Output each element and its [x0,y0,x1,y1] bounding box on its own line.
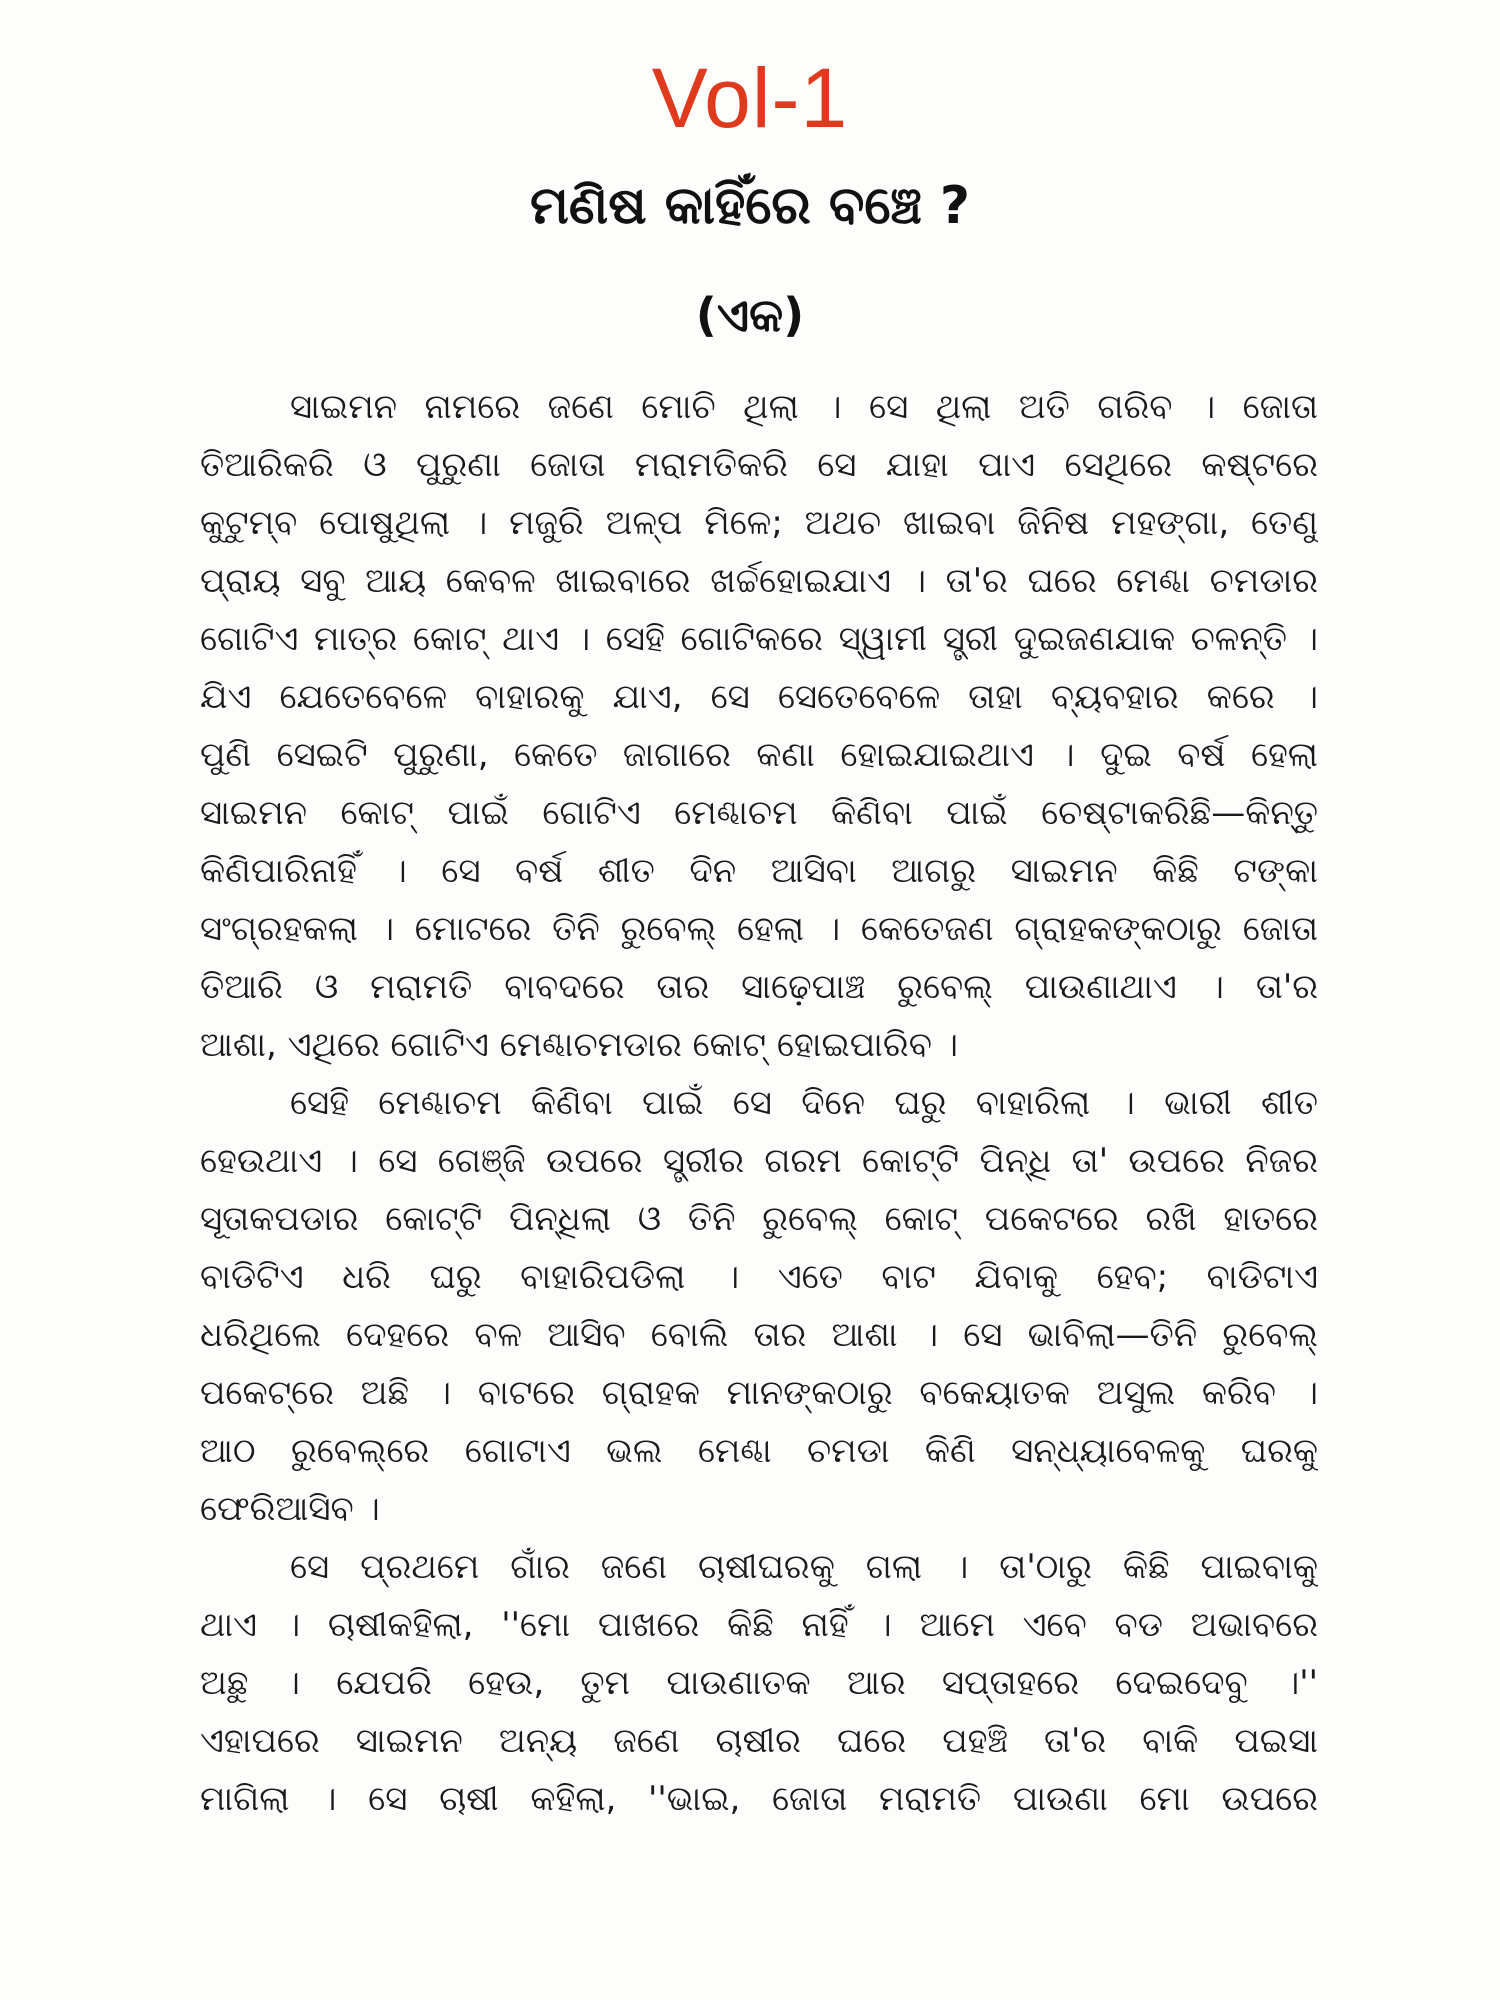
chapter-title: ମଣିଷ କାହିଁରେ ବଞ୍ଚେ ? [530,176,970,236]
text-line: ପୁଣି ସେଇଟି ପୁରୁଣା, କେତେ ଜାଗାରେ କଣା ହୋଇଯାଇଥାଏ । ଦୁଇ ବର୍ଷ ହେଲା [200,735,1318,775]
text-line: ସେହି ମେଣ୍ଢାଚମ କିଣିବା ପାଇଁ ସେ ଦିନେ ଘରୁ ବାହାରିଲା । ଭାରୀ ଶୀତ [290,1083,1318,1123]
text-line: ତିଆରିକରି ଓ ପୁରୁଣା ଜୋତା ମରାମତିକରି ସେ ଯାହା ପାଏ ସେଥିରେ କଷ୍ଟରେ [200,445,1318,485]
volume-label: Vol-1 [651,51,849,145]
text-line: ଯିଏ ଯେତେବେଳେ ବାହାରକୁ ଯାଏ, ସେ ସେତେବେଳେ ତାହା ବ୍ୟବହାର କରେ । [200,677,1318,717]
text-line: ସୂତାକପଡାର କୋଟ୍‌ଟି ପିନ୍ଧିଲା ଓ ତିନି ରୁବେଲ୍ କୋଟ୍ ପକେଟରେ ରଖି ହାତରେ [200,1199,1318,1239]
text-line: ଆଠ ରୁବେଲ୍‌ରେ ଗୋଟାଏ ଭଲ ମେଣ୍ଢା ଚମଡା କିଣି ସନ୍ଧ୍ୟାବେଳକୁ ଘରକୁ [200,1431,1318,1471]
text-line: ହେଉଥାଏ । ସେ ଗେଞ୍ଜି ଉପରେ ସ୍ତ୍ରୀର ଗରମ କୋଟ୍‌ଟି ପିନ୍ଧି ତା' ଉପରେ ନିଜର [200,1141,1318,1181]
text-line: ସାଇମନ କୋଟ୍ ପାଇଁ ଗୋଟିଏ ମେଣ୍ଢାଚମ କିଣିବା ପାଇଁ ଚେଷ୍ଟାକରିଛି—କିନ୍ତୁ [200,793,1318,833]
text-line: ମାଗିଲା । ସେ ଚାଷୀ କହିଲା, ''ଭାଇ, ଜୋତା ମରାମତି ପାଉଣା ମୋ ଉପରେ [200,1779,1318,1819]
text-line: ଆଶା, ଏଥିରେ ଗୋଟିଏ ମେଣ୍ଢାଚମଡାର କୋଟ୍ ହୋଇପାରିବ । [200,1025,958,1065]
text-line: ଧରିଥିଲେ ଦେହରେ ବଳ ଆସିବ ବୋଲି ତାର ଆଶା । ସେ ଭାବିଲା—ତିନି ରୁବେଲ୍ [200,1315,1318,1355]
text-line: ସଂଗ୍ରହକଲା । ମୋଟରେ ତିନି ରୁବେଲ୍ ହେଲା । କେତେଜଣ ଗ୍ରାହକଙ୍କଠାରୁ ଜୋତା [200,909,1318,949]
text-line: ପ୍ରାୟ ସବୁ ଆୟ କେବଳ ଖାଇବାରେ ଖର୍ଚ୍ଚହୋଇଯାଏ । ତା'ର ଘରେ ମେଣ୍ଢା ଚମଡାର [200,561,1318,601]
text-line: ଅଛୁ । ଯେପରି ହେଉ, ତୁମ ପାଉଣାତକ ଆର ସପ୍ତାହରେ ଦେଇଦେବୁ ।'' [200,1663,1318,1703]
text-line: କିଣିପାରିନାହିଁ । ସେ ବର୍ଷ ଶୀତ ଦିନ ଆସିବା ଆଗରୁ ସାଇମନ କିଛି ଟଙ୍କା [200,851,1318,891]
section-number: (ଏକ) [695,288,805,342]
text-line: ଗୋଟିଏ ମାତ୍ର କୋଟ୍ ଥାଏ । ସେହି ଗୋଟିକରେ ସ୍ୱାମୀ ସ୍ତ୍ରୀ ଦୁଇଜଣଯାକ ଚଳନ୍ତି । [200,619,1318,659]
text-line: କୁଟୁମ୍ବ ପୋଷୁଥିଲା । ମଜୁରି ଅଳ୍ପ ମିଳେ; ଅଥଚ ଖାଇବା ଜିନିଷ ମହଙ୍ଗା, ତେଣୁ [200,503,1318,543]
text-line: ପକେଟ୍‌ରେ ଅଛି । ବାଟରେ ଗ୍ରାହକ ମାନଙ୍କଠାରୁ ବକେୟାତକ ଅସୁଲ କରିବ । [200,1373,1318,1413]
text-line: ତିଆରି ଓ ମରାମତି ବାବଦରେ ତାର ସାଢ଼େପାଞ୍ଚ ରୁବେଲ୍ ପାଉଣାଥାଏ । ତା'ର [200,967,1318,1007]
story-body [200,378,1318,1828]
text-line: ବାଡିଟିଏ ଧରି ଘରୁ ବାହାରିପଡିଲା । ଏତେ ବାଟ ଯିବାକୁ ହେବ; ବାଡିଟାଏ [200,1257,1318,1297]
text-line: ସାଇମନ ନାମରେ ଜଣେ ମୋଚି ଥିଲା । ସେ ଥିଲା ଅତି ଗରିବ । ଜୋତା [290,387,1318,427]
text-line: ସେ ପ୍ରଥମେ ଗାଁର ଜଣେ ଚାଷୀଘରକୁ ଗଲା । ତା'ଠାରୁ କିଛି ପାଇବାକୁ [290,1547,1318,1587]
text-line: ଥାଏ । ଚାଷୀକହିଲା, ''ମୋ ପାଖରେ କିଛି ନାହିଁ । ଆମେ ଏବେ ବଡ ଅଭାବରେ [200,1605,1318,1645]
text-line: ଫେରିଆସିବ । [200,1489,380,1529]
text-line: ଏହାପରେ ସାଇମନ ଅନ୍ୟ ଜଣେ ଚାଷୀର ଘରେ ପହଞ୍ଚି ତା'ର ବାକି ପଇସା [200,1721,1318,1761]
